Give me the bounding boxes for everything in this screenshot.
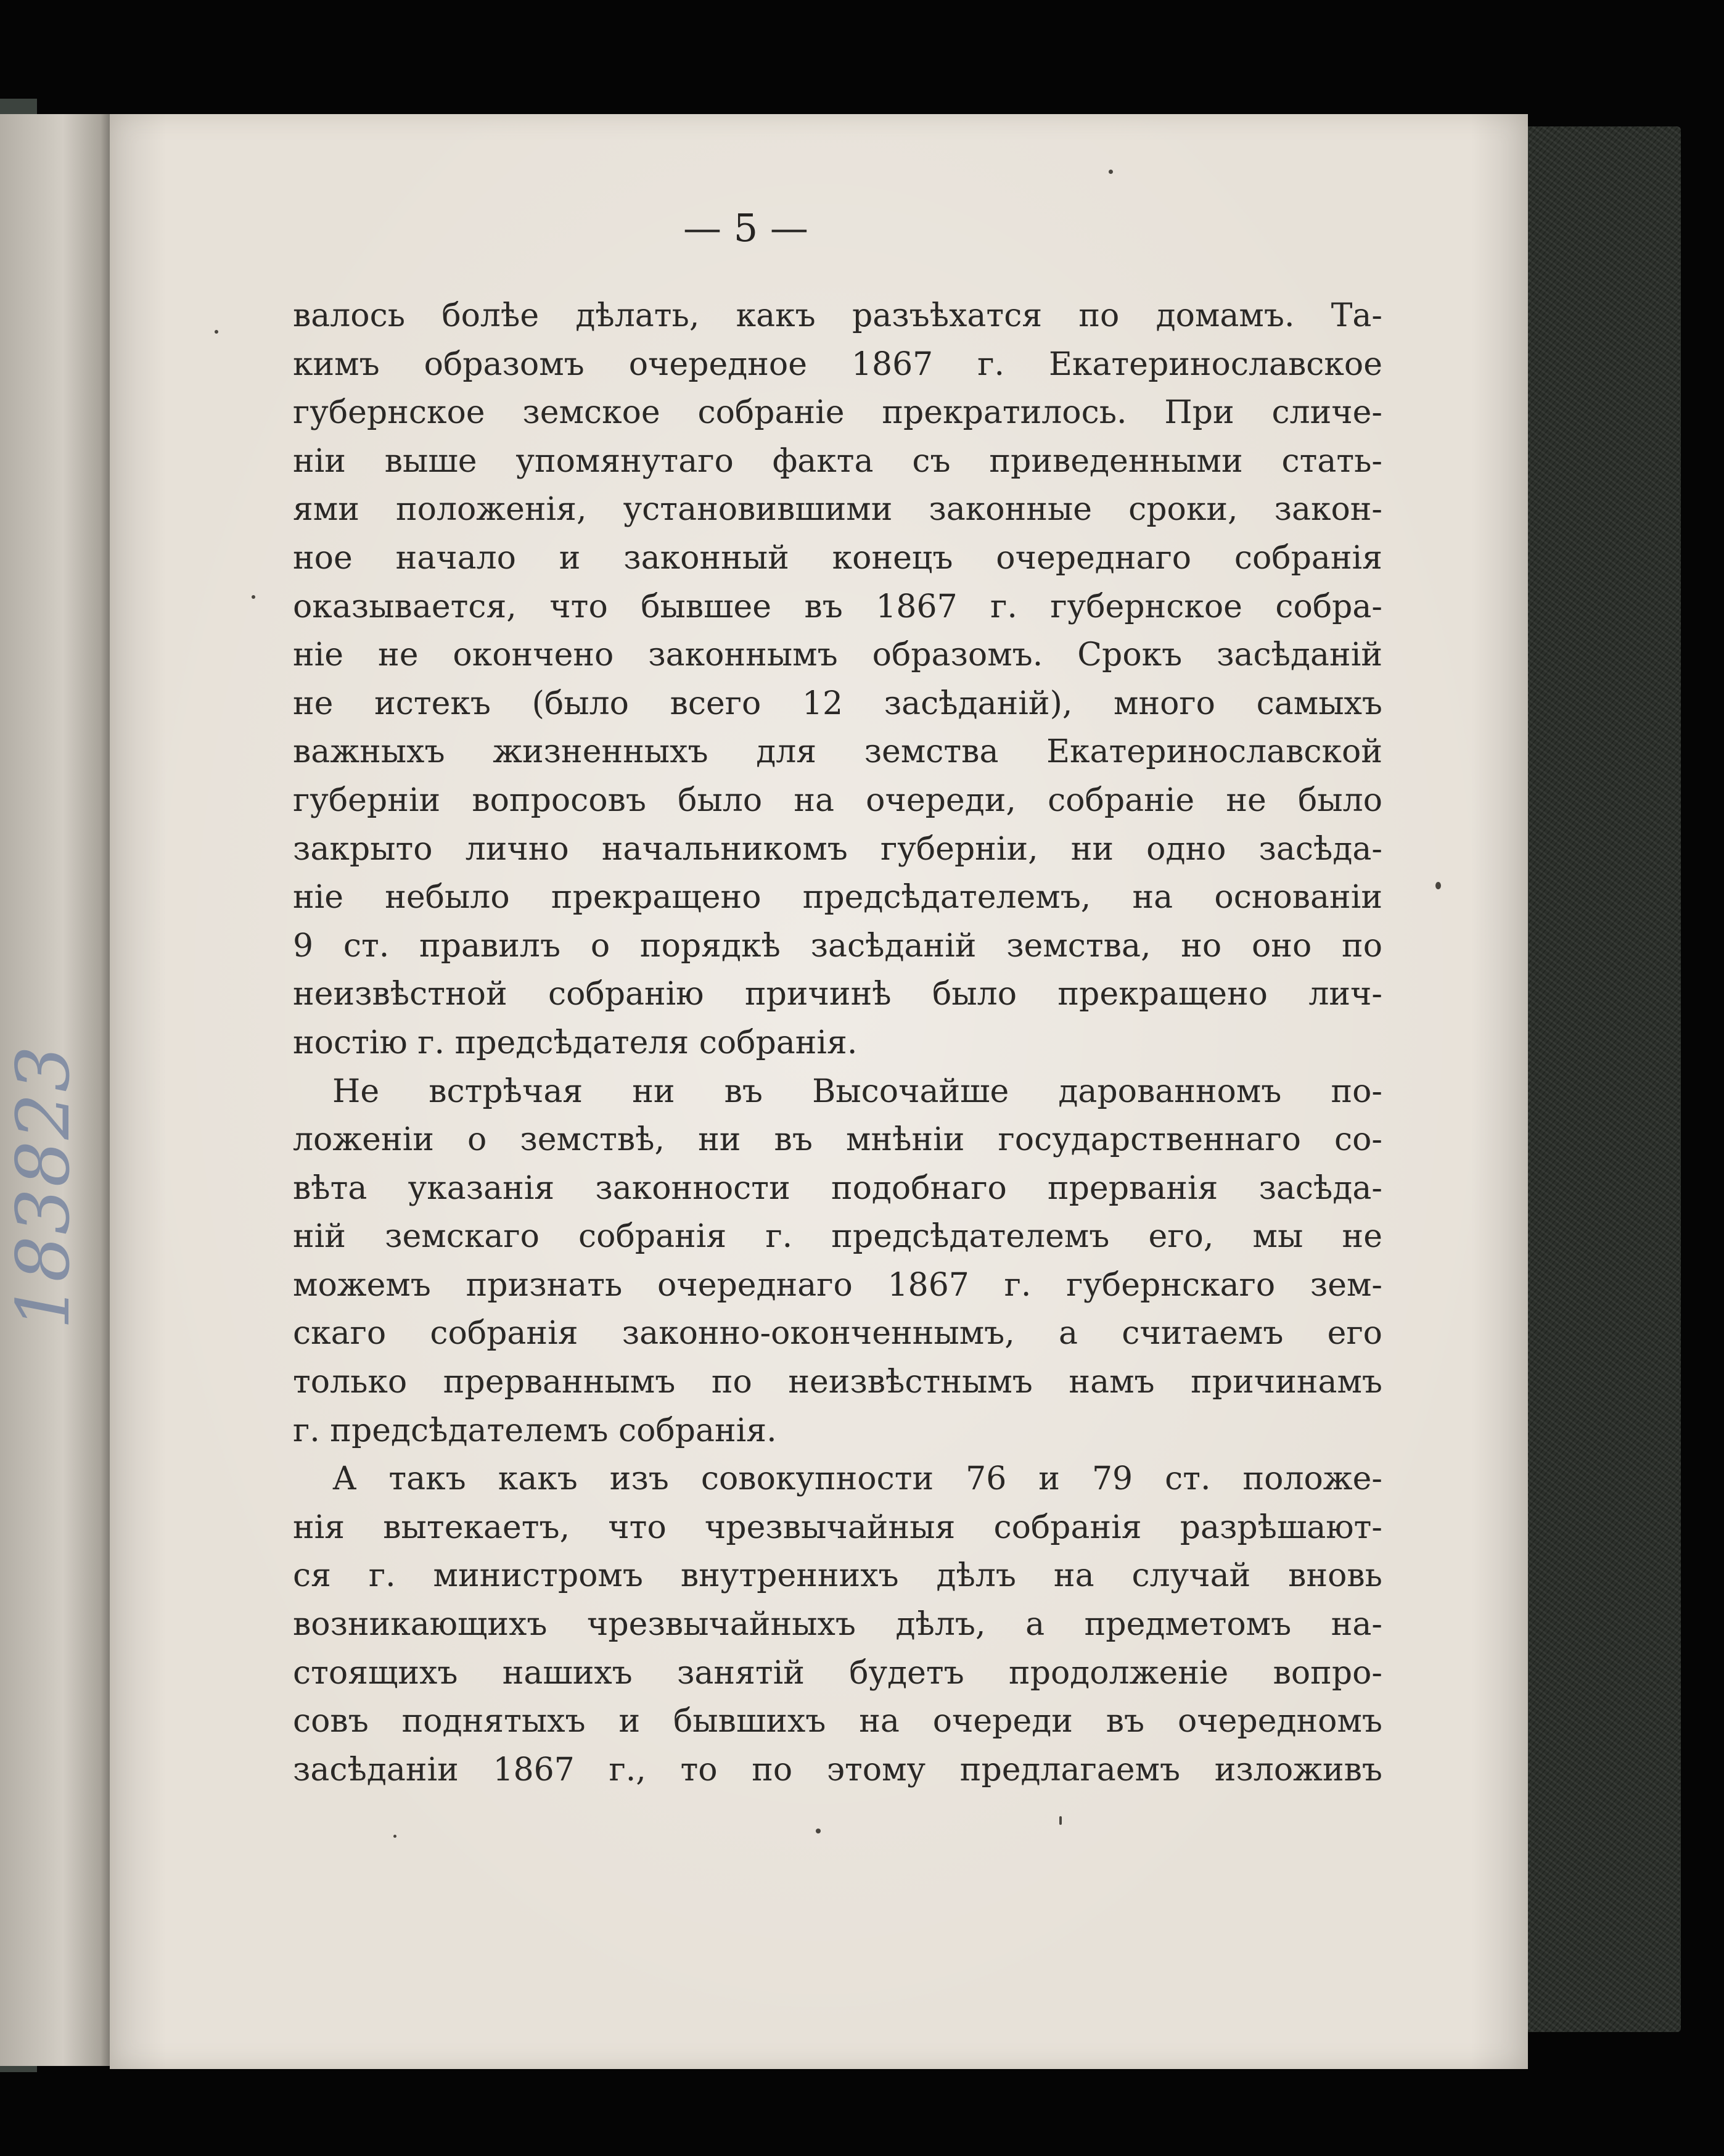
right-book-cover (1523, 126, 1681, 2032)
text-line: ное начало и законный конецъ очереднаго собранія (293, 539, 1382, 577)
text-line: не истекъ (было всего 12 засѣданій), много самыхъ (293, 685, 1382, 722)
text-line: ся г. министромъ внутреннихъ дѣлъ на случай вновь (293, 1557, 1382, 1595)
text-line: важныхъ жизненныхъ для земства Екатеринославской (293, 733, 1382, 771)
page-number: — 5 — (683, 205, 808, 250)
text-line: ніи выше упомянутаго фактa съ приведенными стать- (293, 442, 1382, 480)
text-line: закрыто лично начальникомъ губерніи, ни одно засѣда- (293, 830, 1382, 868)
text-line: ній земскаго собранія г. предсѣдателемъ его, мы не (293, 1218, 1382, 1256)
text-line: стоящихъ нашихъ занятій будетъ продолженіе вопро- (293, 1654, 1382, 1692)
text-line: А такъ какъ изъ совокупности 76 и 79 ст. положе- (332, 1460, 1382, 1498)
text-line: ями положенія, установившими законные сроки, закон- (293, 491, 1382, 529)
text-line: только прерваннымъ по неизвѣстнымъ намъ причинамъ (293, 1364, 1382, 1401)
text-line: совъ поднятыхъ и бывшихъ на очереди въ очередномъ (293, 1703, 1382, 1740)
text-line: г. предсѣдателемъ собранія. (293, 1412, 777, 1449)
book-page (110, 114, 1528, 2069)
text-line: неизвѣстной собранію причинѣ было прекращено лич- (293, 976, 1382, 1013)
text-line: возникающихъ чрезвычайныхъ дѣлъ, а предметомъ на- (293, 1606, 1382, 1644)
text-line: вѣта указанія законности подобнаго прерванія засѣда- (293, 1169, 1382, 1207)
page-body-text (293, 292, 1382, 1794)
text-line: можемъ признать очереднаго 1867 г. губернскаго зем- (293, 1266, 1382, 1304)
text-line: губернское земское собраніе прекратилось. При сличе- (293, 394, 1382, 432)
text-line: нія вытекаетъ, что чрезвычайныя собранія разрѣшают- (293, 1508, 1382, 1546)
text-line: ложеніи о земствѣ, ни въ мнѣніи государственнаго со- (293, 1121, 1382, 1159)
text-line: оказывается, что бывшее въ 1867 г. губернское собра- (293, 588, 1382, 625)
text-line: ностію г. предсѣдателя собранія. (293, 1024, 858, 1061)
facing-page-edge (0, 114, 114, 2066)
text-line: скаго собранія законно-оконченнымъ, а считаемъ его (293, 1315, 1382, 1352)
text-line: засѣданіи 1867 г., то по этому предлагаемъ изложивъ (293, 1751, 1382, 1788)
text-line: губерніи вопросовъ было на очереди, собраніе не было (293, 781, 1382, 819)
text-line: 9 ст. правилъ о порядкѣ засѣданій земства, но оно по (293, 927, 1382, 965)
text-line: ніе небыло прекращено предсѣдателемъ, на основаніи (293, 879, 1382, 916)
text-line: кимъ образомъ очередное 1867 г. Екатеринославское (293, 345, 1382, 383)
text-line: ніе не окончено законнымъ образомъ. Срокъ засѣданій (293, 636, 1382, 674)
text-line: валось болѣе дѣлать, какъ разъѣхатся по домамъ. Та- (293, 297, 1382, 334)
text-line: Не встрѣчая ни въ Высочайше дарованномъ по- (332, 1072, 1382, 1110)
library-stamp: 183823 (1, 1044, 86, 1330)
